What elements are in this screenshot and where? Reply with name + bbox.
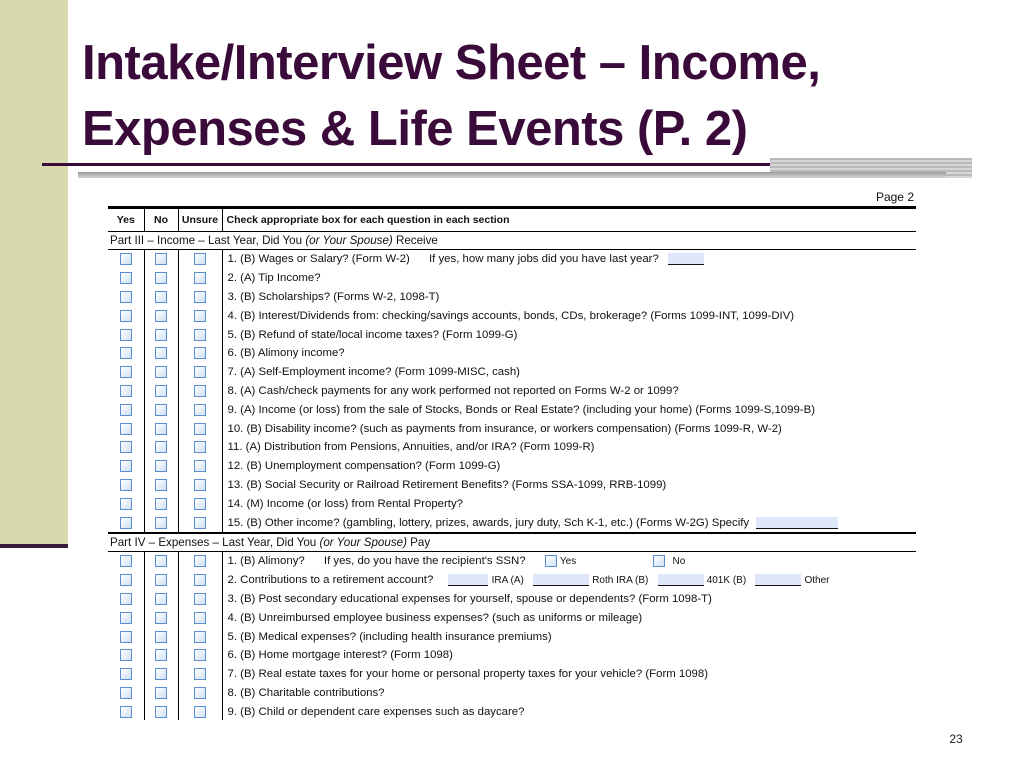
checkbox-unsure[interactable] bbox=[194, 498, 206, 510]
header-instruction: Check appropriate box for each question in each section bbox=[222, 208, 916, 232]
part3-row-1 bbox=[108, 250, 916, 269]
part3-row-5 bbox=[108, 325, 916, 344]
checkbox-yes[interactable] bbox=[120, 555, 132, 567]
part4-row-6 bbox=[108, 646, 916, 665]
checkbox-yes[interactable] bbox=[120, 329, 132, 341]
question-text: 3. (B) Post secondary educational expenses for yourself, spouse or dependents? (Form 1098-T) bbox=[227, 592, 712, 605]
page-top-strip bbox=[78, 172, 946, 178]
header-yes: Yes bbox=[108, 208, 144, 232]
checkbox-yes[interactable] bbox=[120, 291, 132, 303]
checkbox-no[interactable] bbox=[155, 517, 167, 529]
part4-row-5 bbox=[108, 627, 916, 646]
checkbox-no[interactable] bbox=[155, 310, 167, 322]
checkbox-no[interactable] bbox=[155, 272, 167, 284]
checkbox-yes[interactable] bbox=[120, 706, 132, 718]
header-unsure: Unsure bbox=[178, 208, 222, 232]
slide-title-line-2: Expenses & Life Events (P. 2) bbox=[82, 102, 748, 156]
checkbox-unsure[interactable] bbox=[194, 441, 206, 453]
part4-title-italic: (or Your Spouse) bbox=[319, 535, 407, 549]
checkbox-no[interactable] bbox=[155, 423, 167, 435]
checkbox-no[interactable] bbox=[155, 347, 167, 359]
part3-row-9 bbox=[108, 400, 916, 419]
question-text: 4. (B) Unreimbursed employee business expenses? (such as uniforms or mileage) bbox=[227, 611, 643, 624]
question-text: 7. (A) Self-Employment income? (Form 1099-MISC, cash) bbox=[227, 366, 520, 379]
checkbox-yes[interactable] bbox=[120, 460, 132, 472]
checkbox-no[interactable] bbox=[155, 649, 167, 661]
ssn-no-label: No bbox=[672, 556, 686, 568]
checkbox-no[interactable] bbox=[155, 498, 167, 510]
question-text: 1. (B) Wages or Salary? (Form W-2) bbox=[227, 253, 410, 266]
checkbox-unsure[interactable] bbox=[194, 649, 206, 661]
part4-row-3 bbox=[108, 590, 916, 609]
part4-title-end: Pay bbox=[410, 535, 431, 549]
question-subtext: If yes, do you have the recipient's SSN? bbox=[323, 555, 526, 568]
page-label: Page 2 bbox=[875, 190, 914, 204]
roth-ira-label: Roth IRA (B) bbox=[592, 575, 649, 587]
question-text: 8. (B) Charitable contributions? bbox=[227, 686, 385, 699]
part3-title-italic: (or Your Spouse) bbox=[305, 234, 393, 247]
slide-title bbox=[82, 30, 982, 162]
question-text: 5. (B) Medical expenses? (including health insurance premiums) bbox=[227, 630, 552, 643]
checkbox-no[interactable] bbox=[155, 593, 167, 605]
checkbox-unsure[interactable] bbox=[194, 347, 206, 359]
ira-amount-field[interactable] bbox=[448, 574, 488, 586]
checkbox-yes[interactable] bbox=[120, 593, 132, 605]
part3-title-end: Receive bbox=[395, 234, 438, 247]
left-accent-bar bbox=[0, 0, 68, 548]
part3-row-6 bbox=[108, 344, 916, 363]
checkbox-unsure[interactable] bbox=[194, 423, 206, 435]
checkbox-unsure[interactable] bbox=[194, 517, 206, 529]
checkbox-unsure[interactable] bbox=[194, 479, 206, 491]
checkbox-no[interactable] bbox=[155, 687, 167, 699]
other-retirement-label: Other bbox=[804, 575, 830, 587]
checkbox-no[interactable] bbox=[155, 329, 167, 341]
part3-title: Part III – Income – Last Year, Did You bbox=[110, 234, 303, 247]
checkbox-yes[interactable] bbox=[120, 366, 132, 378]
question-text: 7. (B) Real estate taxes for your home or personal property taxes for your vehicle? (Form 1098) bbox=[227, 668, 709, 681]
question-subtext: If yes, how many jobs did you have last year? bbox=[428, 253, 659, 266]
checkbox-unsure[interactable] bbox=[194, 555, 206, 567]
part4-header bbox=[108, 533, 916, 552]
part4-row-8 bbox=[108, 684, 916, 703]
checkbox-no[interactable] bbox=[155, 555, 167, 567]
part3-header bbox=[108, 232, 916, 250]
part4-row-4 bbox=[108, 608, 916, 627]
part3-row-4 bbox=[108, 306, 916, 325]
checkbox-no[interactable] bbox=[155, 706, 167, 718]
checkbox-unsure[interactable] bbox=[194, 310, 206, 322]
checkbox-unsure[interactable] bbox=[194, 574, 206, 586]
question-text: 6. (B) Alimony income? bbox=[227, 347, 345, 360]
checkbox-no[interactable] bbox=[155, 404, 167, 416]
checkbox-unsure[interactable] bbox=[194, 706, 206, 718]
part3-row-14 bbox=[108, 494, 916, 513]
ssn-yes-checkbox[interactable] bbox=[545, 555, 557, 567]
checkbox-yes[interactable] bbox=[120, 687, 132, 699]
checkbox-unsure[interactable] bbox=[194, 631, 206, 643]
part3-row-10 bbox=[108, 419, 916, 438]
header-no: No bbox=[144, 208, 178, 232]
checkbox-no[interactable] bbox=[155, 631, 167, 643]
question-text: 6. (B) Home mortgage interest? (Form 1098) bbox=[227, 649, 453, 662]
part3-row-2 bbox=[108, 269, 916, 288]
question-text: 9. (B) Child or dependent care expenses such as daycare? bbox=[227, 705, 525, 718]
checkbox-yes[interactable] bbox=[120, 479, 132, 491]
jobs-count-field[interactable] bbox=[668, 253, 704, 265]
checkbox-unsure[interactable] bbox=[194, 272, 206, 284]
checkbox-no[interactable] bbox=[155, 253, 167, 265]
question-text: 11. (A) Distribution from Pensions, Annuities, and/or IRA? (Form 1099-R) bbox=[227, 441, 595, 454]
checkbox-unsure[interactable] bbox=[194, 593, 206, 605]
checkbox-unsure[interactable] bbox=[194, 687, 206, 699]
part3-row-7 bbox=[108, 363, 916, 382]
question-text: 2. (A) Tip Income? bbox=[227, 272, 321, 285]
part4-row-2 bbox=[108, 571, 916, 590]
question-text: 4. (B) Interest/Dividends from: checking/savings accounts, bonds, CDs, brokerage? (Forms 1099-INT, 1099-DIV) bbox=[227, 309, 795, 322]
checkbox-unsure[interactable] bbox=[194, 612, 206, 624]
401k-label: 401K (B) bbox=[706, 575, 747, 587]
checkbox-unsure[interactable] bbox=[194, 460, 206, 472]
checkbox-yes[interactable] bbox=[120, 631, 132, 643]
question-text: 2. Contributions to a retirement account? bbox=[227, 574, 434, 587]
checkbox-yes[interactable] bbox=[120, 423, 132, 435]
checkbox-unsure[interactable] bbox=[194, 366, 206, 378]
checkbox-yes[interactable] bbox=[120, 272, 132, 284]
question-text: 13. (B) Social Security or Railroad Retirement Benefits? (Forms SSA-1099, RRB-1099) bbox=[227, 478, 667, 491]
checkbox-unsure[interactable] bbox=[194, 404, 206, 416]
ira-label: IRA (A) bbox=[491, 575, 524, 587]
other-retirement-amount-field[interactable] bbox=[755, 574, 801, 586]
checkbox-unsure[interactable] bbox=[194, 329, 206, 341]
checkbox-yes[interactable] bbox=[120, 649, 132, 661]
checkbox-yes[interactable] bbox=[120, 441, 132, 453]
part4-row-9 bbox=[108, 702, 916, 720]
question-text: 14. (M) Income (or loss) from Rental Property? bbox=[227, 497, 463, 510]
checkbox-yes[interactable] bbox=[120, 612, 132, 624]
checkbox-no[interactable] bbox=[155, 441, 167, 453]
checkbox-yes[interactable] bbox=[120, 347, 132, 359]
checkbox-no[interactable] bbox=[155, 366, 167, 378]
checkbox-no[interactable] bbox=[155, 612, 167, 624]
ssn-yes-label: Yes bbox=[559, 556, 577, 568]
other-income-specify-field[interactable] bbox=[756, 517, 838, 529]
checkbox-unsure[interactable] bbox=[194, 253, 206, 265]
checkbox-no[interactable] bbox=[155, 479, 167, 491]
checkbox-yes[interactable] bbox=[120, 498, 132, 510]
checkbox-yes[interactable] bbox=[120, 385, 132, 397]
part3-row-11 bbox=[108, 438, 916, 457]
checkbox-unsure[interactable] bbox=[194, 668, 206, 680]
question-text: 8. (A) Cash/check payments for any work performed not reported on Forms W-2 or 1099? bbox=[227, 384, 679, 397]
question-text: 1. (B) Alimony? bbox=[227, 555, 305, 568]
question-text: 5. (B) Refund of state/local income taxes? (Form 1099-G) bbox=[227, 328, 518, 341]
roth-ira-amount-field[interactable] bbox=[533, 574, 589, 586]
part3-row-8 bbox=[108, 382, 916, 401]
header-row bbox=[108, 208, 916, 232]
question-text: 10. (B) Disability income? (such as payments from insurance, or workers compensation) (Forms 1099-R, W-2) bbox=[227, 422, 782, 435]
ssn-no-checkbox[interactable] bbox=[653, 555, 665, 567]
checkbox-no[interactable] bbox=[155, 291, 167, 303]
checkbox-no[interactable] bbox=[155, 385, 167, 397]
checkbox-yes[interactable] bbox=[120, 517, 132, 529]
checkbox-yes[interactable] bbox=[120, 574, 132, 586]
form-page-image bbox=[78, 172, 946, 720]
form-table bbox=[108, 206, 916, 720]
question-text: 9. (A) Income (or loss) from the sale of Stocks, Bonds or Real Estate? (including your home) (Forms 1099-S,1099-B) bbox=[227, 403, 815, 416]
part3-row-15 bbox=[108, 513, 916, 533]
checkbox-unsure[interactable] bbox=[194, 385, 206, 397]
part3-row-12 bbox=[108, 457, 916, 476]
checkbox-yes[interactable] bbox=[120, 404, 132, 416]
checkbox-yes[interactable] bbox=[120, 310, 132, 322]
part3-row-3 bbox=[108, 288, 916, 307]
checkbox-no[interactable] bbox=[155, 574, 167, 586]
checkbox-yes[interactable] bbox=[120, 253, 132, 265]
intake-form bbox=[108, 206, 916, 720]
checkbox-unsure[interactable] bbox=[194, 291, 206, 303]
part3-row-13 bbox=[108, 476, 916, 495]
question-text: 15. (B) Other income? (gambling, lottery, prizes, awards, jury duty, Sch K-1, etc.) (Forms W-2G) Specify bbox=[227, 516, 750, 529]
question-text: 3. (B) Scholarships? (Forms W-2, 1098-T) bbox=[227, 290, 440, 303]
part4-title: Part IV – Expenses – Last Year, Did You bbox=[110, 535, 317, 549]
checkbox-no[interactable] bbox=[155, 668, 167, 680]
checkbox-no[interactable] bbox=[155, 460, 167, 472]
question-text: 12. (B) Unemployment compensation? (Form 1099-G) bbox=[227, 460, 501, 473]
401k-amount-field[interactable] bbox=[658, 574, 704, 586]
part4-row-1 bbox=[108, 551, 916, 570]
slide-number: 23 bbox=[949, 732, 963, 746]
left-accent-bar-line bbox=[0, 544, 68, 548]
checkbox-yes[interactable] bbox=[120, 668, 132, 680]
slide-title-line-1: Intake/Interview Sheet – Income, bbox=[82, 36, 821, 90]
part4-row-7 bbox=[108, 665, 916, 684]
